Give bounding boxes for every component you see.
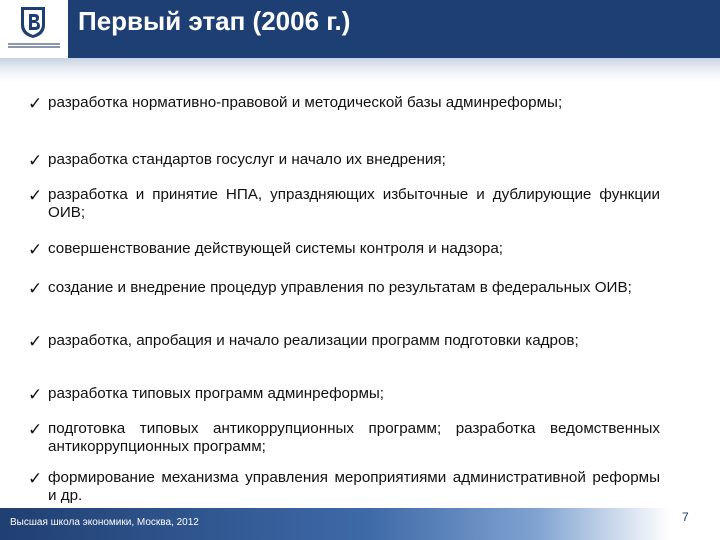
checkmark-icon: ✓ (28, 420, 43, 439)
logo (0, 0, 68, 58)
logo-caption-lines (4, 42, 64, 50)
list-item (28, 332, 660, 350)
checkmark-icon: ✓ (28, 94, 43, 113)
checkmark-icon: ✓ (28, 151, 43, 170)
footer-organization: Высшая школа экономики, Москва, 2012 (10, 517, 199, 528)
page-number: 7 (682, 510, 689, 524)
list-item (28, 94, 660, 112)
list-item-text: разработка стандартов госуслуг и начало их внедрения; (48, 151, 446, 168)
list-item-text: разработка типовых программ админреформы; (48, 385, 385, 402)
list-item (28, 151, 660, 169)
checkmark-icon: ✓ (28, 469, 43, 488)
header-gradient-band (0, 58, 720, 82)
list-item-text: разработка и принятие НПА, упраздняющих избыточные и дублирующие функции ОИВ; (48, 186, 660, 221)
list-item (28, 240, 660, 258)
list-item (28, 279, 660, 297)
checkmark-icon: ✓ (28, 332, 43, 351)
checkmark-icon: ✓ (28, 186, 43, 205)
checkmark-icon: ✓ (28, 385, 43, 404)
list-item (28, 469, 660, 505)
slide-title: Первый этап (2006 г.) (78, 6, 351, 36)
checkmark-icon: ✓ (28, 279, 43, 298)
hse-emblem-icon (18, 5, 48, 39)
list-item (28, 420, 660, 456)
list-item (28, 385, 660, 403)
list-item-text: разработка нормативно-правовой и методической базы админреформы; (48, 94, 563, 111)
header-bar (0, 0, 720, 58)
list-item-text: формирование механизма управления мероприятиями административной реформы и др. (48, 469, 660, 504)
list-item-text: подготовка типовых антикоррупционных программ; разработка ведомственных антикоррупционных программ; (48, 420, 660, 455)
list-item-text: создание и внедрение процедур управления по результатам в федеральных ОИВ; (48, 279, 632, 296)
checkmark-icon: ✓ (28, 240, 43, 259)
list-item (28, 186, 660, 222)
list-item-text: разработка, апробация и начало реализации программ подготовки кадров; (48, 332, 579, 349)
list-item-text: совершенствование действующей системы контроля и надзора; (48, 240, 504, 257)
